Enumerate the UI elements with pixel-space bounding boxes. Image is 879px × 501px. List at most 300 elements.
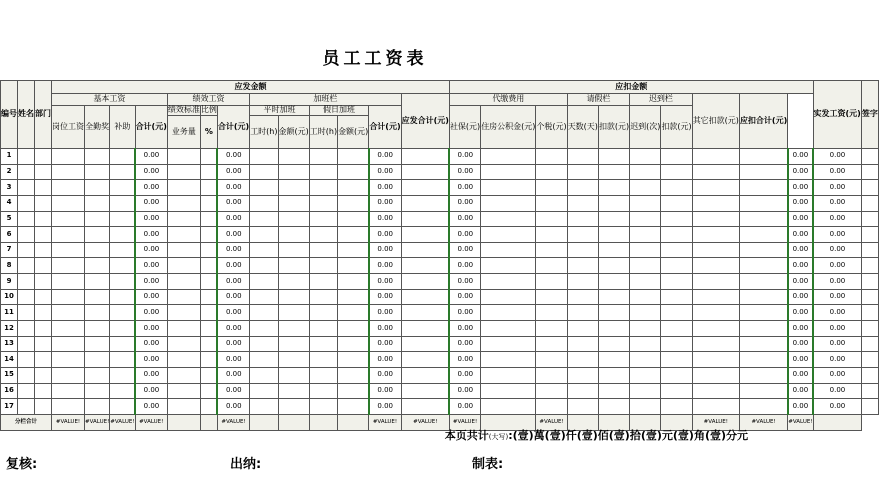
empty-cell[interactable]: [481, 149, 536, 165]
empty-cell[interactable]: [630, 195, 661, 211]
value-cell[interactable]: 0.00: [135, 289, 167, 305]
empty-cell[interactable]: [35, 164, 52, 180]
value-cell[interactable]: 0.00: [135, 227, 167, 243]
empty-cell[interactable]: [52, 164, 85, 180]
value-cell[interactable]: 0.00: [813, 164, 861, 180]
empty-cell[interactable]: [278, 149, 309, 165]
empty-cell[interactable]: [167, 164, 200, 180]
value-cell[interactable]: 0.00: [135, 258, 167, 274]
empty-cell[interactable]: [85, 195, 110, 211]
empty-cell[interactable]: [52, 211, 85, 227]
empty-cell[interactable]: [630, 211, 661, 227]
empty-cell[interactable]: [250, 274, 278, 290]
empty-cell[interactable]: [739, 211, 787, 227]
empty-cell[interactable]: [250, 305, 278, 321]
value-cell[interactable]: 0.00: [788, 321, 813, 337]
empty-cell[interactable]: [481, 321, 536, 337]
empty-cell[interactable]: [250, 195, 278, 211]
value-cell[interactable]: 0.00: [217, 149, 249, 165]
value-cell[interactable]: 0.00: [217, 195, 249, 211]
empty-cell[interactable]: [52, 274, 85, 290]
empty-cell[interactable]: [661, 195, 692, 211]
empty-cell[interactable]: [309, 258, 337, 274]
empty-cell[interactable]: [861, 242, 878, 258]
value-cell[interactable]: 0.00: [369, 149, 401, 165]
empty-cell[interactable]: [200, 383, 217, 399]
empty-cell[interactable]: [167, 352, 200, 368]
value-cell[interactable]: 0.00: [788, 399, 813, 415]
empty-cell[interactable]: [250, 242, 278, 258]
empty-cell[interactable]: [567, 164, 598, 180]
empty-cell[interactable]: [630, 180, 661, 196]
empty-cell[interactable]: [35, 383, 52, 399]
value-cell[interactable]: 0.00: [135, 367, 167, 383]
value-cell[interactable]: 0.00: [449, 305, 480, 321]
empty-cell[interactable]: [536, 195, 567, 211]
empty-cell[interactable]: [85, 321, 110, 337]
empty-cell[interactable]: [536, 321, 567, 337]
value-cell[interactable]: 0.00: [217, 305, 249, 321]
empty-cell[interactable]: [18, 242, 35, 258]
empty-cell[interactable]: [739, 164, 787, 180]
empty-cell[interactable]: [861, 336, 878, 352]
empty-cell[interactable]: [567, 149, 598, 165]
empty-cell[interactable]: [85, 383, 110, 399]
empty-cell[interactable]: [481, 336, 536, 352]
empty-cell[interactable]: [110, 195, 135, 211]
empty-cell[interactable]: [401, 149, 449, 165]
empty-cell[interactable]: [85, 242, 110, 258]
value-cell[interactable]: 0.00: [449, 164, 480, 180]
empty-cell[interactable]: [35, 211, 52, 227]
empty-cell[interactable]: [861, 321, 878, 337]
empty-cell[interactable]: [630, 258, 661, 274]
value-cell[interactable]: 0.00: [217, 383, 249, 399]
empty-cell[interactable]: [536, 399, 567, 415]
empty-cell[interactable]: [85, 164, 110, 180]
empty-cell[interactable]: [739, 367, 787, 383]
empty-cell[interactable]: [861, 180, 878, 196]
empty-cell[interactable]: [250, 321, 278, 337]
empty-cell[interactable]: [598, 195, 629, 211]
value-cell[interactable]: 0.00: [449, 336, 480, 352]
empty-cell[interactable]: [692, 336, 739, 352]
empty-cell[interactable]: [309, 242, 337, 258]
empty-cell[interactable]: [481, 383, 536, 399]
empty-cell[interactable]: [110, 274, 135, 290]
value-cell[interactable]: 0.00: [217, 289, 249, 305]
empty-cell[interactable]: [338, 305, 369, 321]
empty-cell[interactable]: [567, 227, 598, 243]
empty-cell[interactable]: [567, 242, 598, 258]
empty-cell[interactable]: [630, 352, 661, 368]
value-cell[interactable]: 0.00: [369, 383, 401, 399]
empty-cell[interactable]: [481, 258, 536, 274]
empty-cell[interactable]: [167, 258, 200, 274]
empty-cell[interactable]: [18, 149, 35, 165]
value-cell[interactable]: 0.00: [449, 399, 480, 415]
empty-cell[interactable]: [692, 164, 739, 180]
empty-cell[interactable]: [18, 164, 35, 180]
empty-cell[interactable]: [567, 321, 598, 337]
empty-cell[interactable]: [692, 399, 739, 415]
empty-cell[interactable]: [167, 227, 200, 243]
empty-cell[interactable]: [536, 164, 567, 180]
empty-cell[interactable]: [661, 383, 692, 399]
empty-cell[interactable]: [110, 383, 135, 399]
empty-cell[interactable]: [85, 258, 110, 274]
empty-cell[interactable]: [278, 305, 309, 321]
empty-cell[interactable]: [18, 195, 35, 211]
value-cell[interactable]: 0.00: [788, 352, 813, 368]
empty-cell[interactable]: [661, 321, 692, 337]
empty-cell[interactable]: [278, 352, 309, 368]
empty-cell[interactable]: [167, 336, 200, 352]
empty-cell[interactable]: [18, 289, 35, 305]
empty-cell[interactable]: [200, 289, 217, 305]
empty-cell[interactable]: [401, 274, 449, 290]
empty-cell[interactable]: [692, 211, 739, 227]
value-cell[interactable]: 0.00: [449, 289, 480, 305]
value-cell[interactable]: 0.00: [217, 227, 249, 243]
value-cell[interactable]: 0.00: [135, 164, 167, 180]
empty-cell[interactable]: [567, 258, 598, 274]
value-cell[interactable]: 0.00: [788, 227, 813, 243]
empty-cell[interactable]: [567, 367, 598, 383]
empty-cell[interactable]: [567, 274, 598, 290]
empty-cell[interactable]: [110, 289, 135, 305]
empty-cell[interactable]: [630, 321, 661, 337]
empty-cell[interactable]: [401, 321, 449, 337]
empty-cell[interactable]: [338, 367, 369, 383]
empty-cell[interactable]: [110, 258, 135, 274]
empty-cell[interactable]: [692, 352, 739, 368]
value-cell[interactable]: 0.00: [217, 367, 249, 383]
empty-cell[interactable]: [692, 367, 739, 383]
empty-cell[interactable]: [598, 164, 629, 180]
empty-cell[interactable]: [536, 289, 567, 305]
empty-cell[interactable]: [309, 399, 337, 415]
empty-cell[interactable]: [739, 383, 787, 399]
value-cell[interactable]: 0.00: [449, 227, 480, 243]
empty-cell[interactable]: [692, 242, 739, 258]
empty-cell[interactable]: [692, 321, 739, 337]
empty-cell[interactable]: [861, 352, 878, 368]
empty-cell[interactable]: [52, 383, 85, 399]
empty-cell[interactable]: [481, 274, 536, 290]
empty-cell[interactable]: [401, 164, 449, 180]
empty-cell[interactable]: [85, 289, 110, 305]
empty-cell[interactable]: [167, 289, 200, 305]
empty-cell[interactable]: [110, 399, 135, 415]
empty-cell[interactable]: [18, 383, 35, 399]
empty-cell[interactable]: [338, 336, 369, 352]
empty-cell[interactable]: [278, 211, 309, 227]
empty-cell[interactable]: [598, 399, 629, 415]
empty-cell[interactable]: [567, 195, 598, 211]
empty-cell[interactable]: [338, 164, 369, 180]
empty-cell[interactable]: [861, 274, 878, 290]
empty-cell[interactable]: [536, 227, 567, 243]
empty-cell[interactable]: [35, 289, 52, 305]
empty-cell[interactable]: [167, 274, 200, 290]
empty-cell[interactable]: [200, 211, 217, 227]
value-cell[interactable]: 0.00: [135, 149, 167, 165]
value-cell[interactable]: 0.00: [449, 367, 480, 383]
value-cell[interactable]: 0.00: [369, 274, 401, 290]
empty-cell[interactable]: [481, 227, 536, 243]
empty-cell[interactable]: [85, 227, 110, 243]
empty-cell[interactable]: [630, 274, 661, 290]
empty-cell[interactable]: [52, 289, 85, 305]
value-cell[interactable]: 0.00: [788, 211, 813, 227]
empty-cell[interactable]: [278, 383, 309, 399]
empty-cell[interactable]: [85, 180, 110, 196]
empty-cell[interactable]: [661, 289, 692, 305]
empty-cell[interactable]: [309, 180, 337, 196]
empty-cell[interactable]: [739, 149, 787, 165]
empty-cell[interactable]: [167, 321, 200, 337]
empty-cell[interactable]: [661, 164, 692, 180]
empty-cell[interactable]: [278, 227, 309, 243]
empty-cell[interactable]: [85, 352, 110, 368]
empty-cell[interactable]: [250, 289, 278, 305]
empty-cell[interactable]: [110, 321, 135, 337]
value-cell[interactable]: 0.00: [788, 367, 813, 383]
empty-cell[interactable]: [481, 367, 536, 383]
empty-cell[interactable]: [401, 211, 449, 227]
empty-cell[interactable]: [739, 274, 787, 290]
empty-cell[interactable]: [661, 149, 692, 165]
value-cell[interactable]: 0.00: [813, 383, 861, 399]
empty-cell[interactable]: [35, 305, 52, 321]
empty-cell[interactable]: [35, 149, 52, 165]
empty-cell[interactable]: [167, 211, 200, 227]
value-cell[interactable]: 0.00: [813, 242, 861, 258]
empty-cell[interactable]: [861, 258, 878, 274]
empty-cell[interactable]: [338, 211, 369, 227]
value-cell[interactable]: 0.00: [813, 367, 861, 383]
empty-cell[interactable]: [278, 274, 309, 290]
empty-cell[interactable]: [630, 383, 661, 399]
empty-cell[interactable]: [861, 305, 878, 321]
empty-cell[interactable]: [598, 180, 629, 196]
empty-cell[interactable]: [309, 336, 337, 352]
empty-cell[interactable]: [110, 367, 135, 383]
empty-cell[interactable]: [338, 352, 369, 368]
empty-cell[interactable]: [401, 352, 449, 368]
value-cell[interactable]: 0.00: [449, 383, 480, 399]
empty-cell[interactable]: [85, 367, 110, 383]
value-cell[interactable]: 0.00: [449, 258, 480, 274]
empty-cell[interactable]: [598, 242, 629, 258]
value-cell[interactable]: 0.00: [813, 399, 861, 415]
value-cell[interactable]: 0.00: [369, 399, 401, 415]
empty-cell[interactable]: [481, 211, 536, 227]
empty-cell[interactable]: [567, 305, 598, 321]
empty-cell[interactable]: [200, 336, 217, 352]
empty-cell[interactable]: [338, 383, 369, 399]
value-cell[interactable]: 0.00: [813, 305, 861, 321]
empty-cell[interactable]: [401, 383, 449, 399]
value-cell[interactable]: 0.00: [813, 227, 861, 243]
empty-cell[interactable]: [110, 305, 135, 321]
empty-cell[interactable]: [481, 195, 536, 211]
empty-cell[interactable]: [481, 164, 536, 180]
empty-cell[interactable]: [661, 227, 692, 243]
empty-cell[interactable]: [598, 211, 629, 227]
empty-cell[interactable]: [598, 149, 629, 165]
empty-cell[interactable]: [481, 180, 536, 196]
empty-cell[interactable]: [52, 242, 85, 258]
empty-cell[interactable]: [598, 383, 629, 399]
empty-cell[interactable]: [401, 305, 449, 321]
empty-cell[interactable]: [661, 336, 692, 352]
empty-cell[interactable]: [338, 289, 369, 305]
value-cell[interactable]: 0.00: [449, 352, 480, 368]
empty-cell[interactable]: [739, 352, 787, 368]
empty-cell[interactable]: [309, 164, 337, 180]
empty-cell[interactable]: [338, 258, 369, 274]
empty-cell[interactable]: [598, 367, 629, 383]
empty-cell[interactable]: [630, 164, 661, 180]
empty-cell[interactable]: [536, 211, 567, 227]
empty-cell[interactable]: [861, 211, 878, 227]
empty-cell[interactable]: [200, 180, 217, 196]
value-cell[interactable]: 0.00: [813, 336, 861, 352]
empty-cell[interactable]: [861, 227, 878, 243]
empty-cell[interactable]: [200, 305, 217, 321]
empty-cell[interactable]: [861, 383, 878, 399]
empty-cell[interactable]: [536, 258, 567, 274]
empty-cell[interactable]: [200, 227, 217, 243]
empty-cell[interactable]: [309, 367, 337, 383]
empty-cell[interactable]: [536, 242, 567, 258]
value-cell[interactable]: 0.00: [369, 352, 401, 368]
empty-cell[interactable]: [309, 321, 337, 337]
value-cell[interactable]: 0.00: [813, 211, 861, 227]
empty-cell[interactable]: [52, 195, 85, 211]
empty-cell[interactable]: [278, 321, 309, 337]
empty-cell[interactable]: [739, 321, 787, 337]
empty-cell[interactable]: [167, 399, 200, 415]
value-cell[interactable]: 0.00: [369, 321, 401, 337]
empty-cell[interactable]: [401, 180, 449, 196]
empty-cell[interactable]: [861, 195, 878, 211]
empty-cell[interactable]: [200, 195, 217, 211]
empty-cell[interactable]: [739, 227, 787, 243]
value-cell[interactable]: 0.00: [217, 242, 249, 258]
empty-cell[interactable]: [401, 367, 449, 383]
empty-cell[interactable]: [481, 289, 536, 305]
empty-cell[interactable]: [598, 289, 629, 305]
value-cell[interactable]: 0.00: [135, 399, 167, 415]
empty-cell[interactable]: [598, 305, 629, 321]
value-cell[interactable]: 0.00: [788, 149, 813, 165]
empty-cell[interactable]: [52, 258, 85, 274]
empty-cell[interactable]: [739, 289, 787, 305]
empty-cell[interactable]: [861, 399, 878, 415]
empty-cell[interactable]: [338, 227, 369, 243]
value-cell[interactable]: 0.00: [813, 149, 861, 165]
empty-cell[interactable]: [85, 336, 110, 352]
empty-cell[interactable]: [278, 242, 309, 258]
empty-cell[interactable]: [630, 367, 661, 383]
empty-cell[interactable]: [167, 195, 200, 211]
value-cell[interactable]: 0.00: [449, 149, 480, 165]
value-cell[interactable]: 0.00: [369, 242, 401, 258]
empty-cell[interactable]: [338, 195, 369, 211]
value-cell[interactable]: 0.00: [369, 211, 401, 227]
value-cell[interactable]: 0.00: [813, 180, 861, 196]
empty-cell[interactable]: [200, 321, 217, 337]
empty-cell[interactable]: [110, 336, 135, 352]
empty-cell[interactable]: [630, 227, 661, 243]
empty-cell[interactable]: [661, 180, 692, 196]
empty-cell[interactable]: [338, 274, 369, 290]
value-cell[interactable]: 0.00: [135, 274, 167, 290]
empty-cell[interactable]: [309, 383, 337, 399]
empty-cell[interactable]: [598, 336, 629, 352]
value-cell[interactable]: 0.00: [135, 180, 167, 196]
empty-cell[interactable]: [567, 289, 598, 305]
empty-cell[interactable]: [110, 242, 135, 258]
empty-cell[interactable]: [661, 367, 692, 383]
empty-cell[interactable]: [739, 180, 787, 196]
empty-cell[interactable]: [52, 180, 85, 196]
empty-cell[interactable]: [250, 180, 278, 196]
empty-cell[interactable]: [401, 242, 449, 258]
empty-cell[interactable]: [309, 289, 337, 305]
empty-cell[interactable]: [200, 258, 217, 274]
empty-cell[interactable]: [630, 242, 661, 258]
empty-cell[interactable]: [52, 149, 85, 165]
empty-cell[interactable]: [250, 399, 278, 415]
empty-cell[interactable]: [567, 352, 598, 368]
empty-cell[interactable]: [739, 242, 787, 258]
empty-cell[interactable]: [35, 399, 52, 415]
value-cell[interactable]: 0.00: [449, 321, 480, 337]
empty-cell[interactable]: [278, 289, 309, 305]
empty-cell[interactable]: [250, 211, 278, 227]
value-cell[interactable]: 0.00: [788, 383, 813, 399]
value-cell[interactable]: 0.00: [135, 321, 167, 337]
empty-cell[interactable]: [250, 164, 278, 180]
value-cell[interactable]: 0.00: [217, 258, 249, 274]
empty-cell[interactable]: [18, 305, 35, 321]
empty-cell[interactable]: [52, 321, 85, 337]
empty-cell[interactable]: [401, 258, 449, 274]
empty-cell[interactable]: [661, 211, 692, 227]
empty-cell[interactable]: [661, 242, 692, 258]
empty-cell[interactable]: [481, 305, 536, 321]
empty-cell[interactable]: [278, 258, 309, 274]
value-cell[interactable]: 0.00: [369, 258, 401, 274]
empty-cell[interactable]: [536, 305, 567, 321]
empty-cell[interactable]: [35, 258, 52, 274]
empty-cell[interactable]: [598, 227, 629, 243]
value-cell[interactable]: 0.00: [217, 352, 249, 368]
empty-cell[interactable]: [598, 352, 629, 368]
value-cell[interactable]: 0.00: [788, 258, 813, 274]
empty-cell[interactable]: [401, 195, 449, 211]
empty-cell[interactable]: [309, 274, 337, 290]
empty-cell[interactable]: [52, 367, 85, 383]
empty-cell[interactable]: [338, 180, 369, 196]
empty-cell[interactable]: [250, 367, 278, 383]
empty-cell[interactable]: [35, 195, 52, 211]
empty-cell[interactable]: [85, 274, 110, 290]
